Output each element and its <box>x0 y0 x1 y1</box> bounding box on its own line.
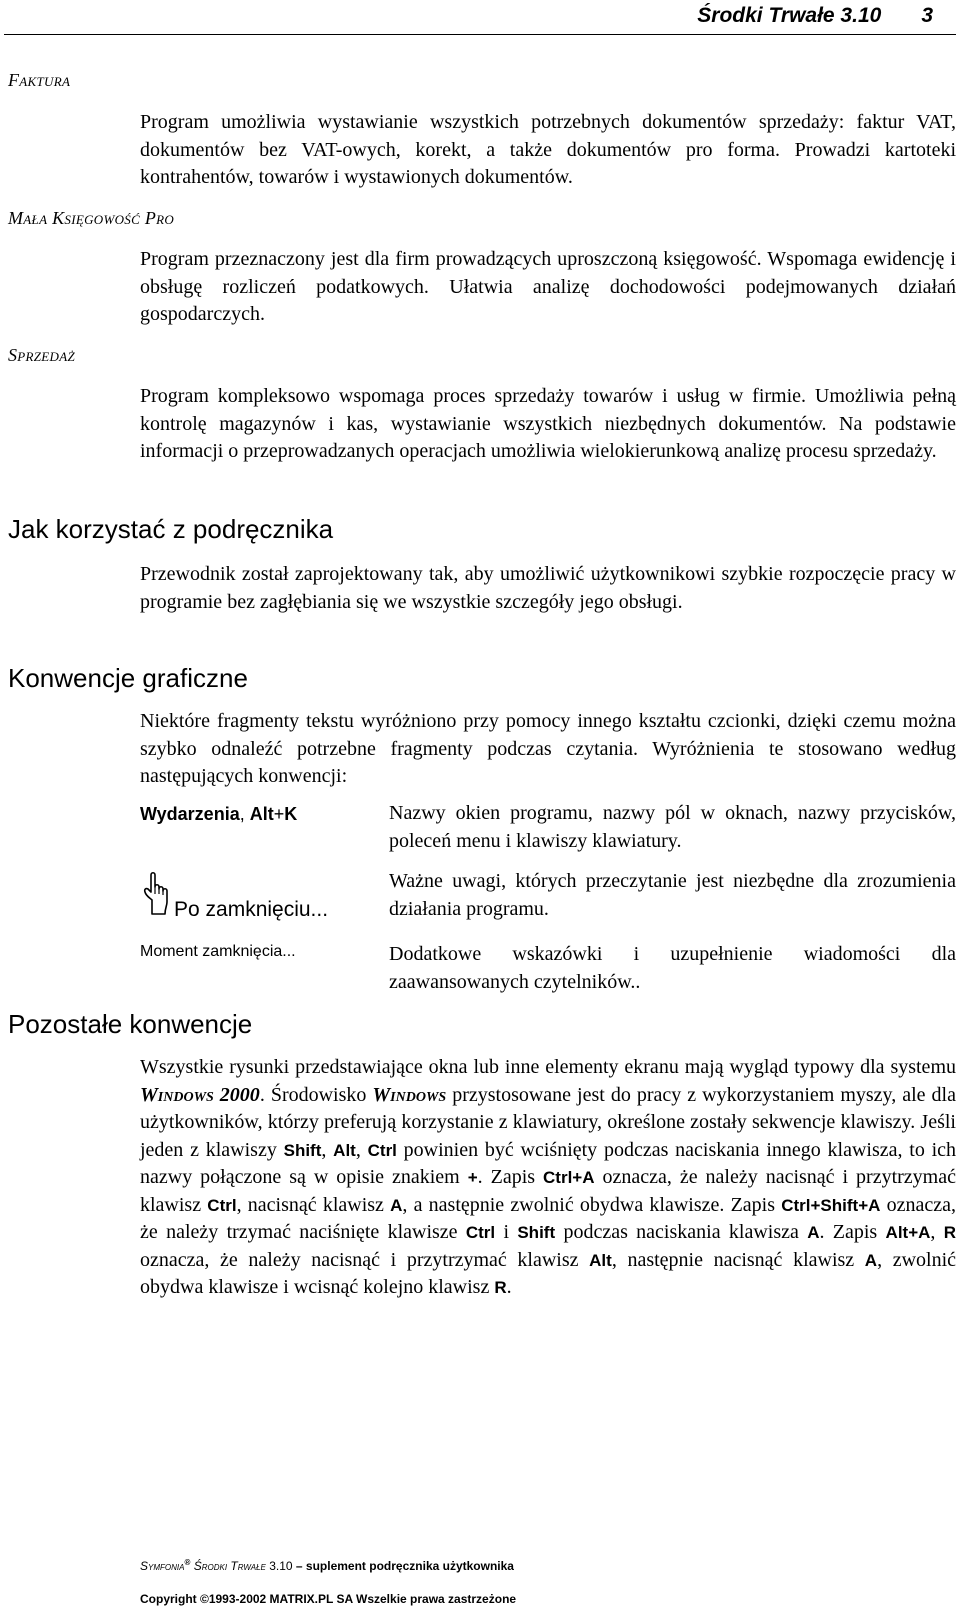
header-rule <box>4 34 956 35</box>
heading-pozostale-konwencje: Pozostałe konwencje <box>8 1009 253 1039</box>
section-text-sprzedaz: Program kompleksowo wspomaga proces sprzedaży towarów i usług w firmie. Umożliwia pełną kontrolę magazynów i kas, wystawianie wszystkich niezbędnych dokumentów. Na podstawie informacji o przeprowadzanych operacjach umożliwia wielokierunkową analizę procesu sprzedaży. <box>140 385 956 462</box>
page-number: 3 <box>921 4 933 27</box>
text-jak-korzystac: Przewodnik został zaprojektowany tak, aby umożliwić użytkownikowi szybkie rozpoczęcie pracy w programie bez zagłębiania się we wszystkie szczegóły jego obsługi. <box>140 563 956 613</box>
text-pozostale-konwencje: Wszystkie rysunki przedstawiające okna lub inne elementy ekranu mają wygląd typowy dla systemu Windows 2000. Środowisko Windows przystosowane jest do pracy z wykorzystaniem myszy, ale dla użytkowników, którzy preferują korzystanie z klawiatury, określone zostały sekwencje klawiszy. Jeśli jeden z klawiszy Shift, Alt, Ctrl powinien być wciśnięty podczas naciskania innego klawisza, to ich nazwy połączone są w opisie znakiem +. Zapis Ctrl+A oznacza, że należy nacisnąć i przytrzymać klawisz Ctrl, nacisnąć klawisz A, a następnie zwolnić obydwa klawisze. Zapis Ctrl+Shift+A oznacza, że należy trzymać naciśnięte klawisze Ctrl i Shift podczas naciskania klawisza A. Zapis Alt+A, R oznacza, że należy nacisnąć i przytrzymać klawisz Alt, następnie nacisnąć klawisz A, zwolnić obydwa klawisze i wcisnąć kolejno klawisz R. <box>140 1056 957 1298</box>
convention-example-important: Po zamknięciu... <box>174 898 329 921</box>
heading-jak-korzystac: Jak korzystać z podręcznika <box>8 514 334 544</box>
convention-example-tip: Moment zamknięcia... <box>140 943 296 960</box>
running-header <box>697 4 933 28</box>
heading-konwencje-graficzne: Konwencje graficzne <box>8 663 248 693</box>
text-konwencje-intro: Niektóre fragmenty tekstu wyróżniono przy pomocy innego kształtu czcionki, dzięki czemu można szybko odnaleźć potrzebne fragmenty podczas czytania. Wyróżnienia te stosowano według następujących konwencji: <box>140 710 956 787</box>
footer-copyright: Copyright ©1993-2002 MATRIX.PL SA Wszelkie prawa zastrzeżone <box>140 1592 517 1606</box>
section-label-faktura: Faktura <box>8 70 71 90</box>
convention-example-bold: Wydarzenia, Alt+K <box>140 804 298 824</box>
section-text-mala-ksiegowosc: Program przeznaczony jest dla firm prowadzących uproszczoną księgowość. Wspomaga ewidencję i obsługę rozliczeń podatkowych. Ułatwia analizę dochodowości podejmowanych działań gospodarczych. <box>140 248 956 325</box>
footer-product-line: Symfonia® Środki Trwałe 3.10 – suplement podręcznika użytkownika <box>140 1558 514 1573</box>
convention-description-1: Nazwy okien programu, nazwy pól w oknach, nazwy przycisków, poleceń menu i klawiszy klawiatury. <box>389 802 956 852</box>
header-title: Środki Trwałe 3.10 <box>697 4 882 27</box>
pointing-hand-icon <box>140 870 174 921</box>
section-label-sprzedaz: Sprzedaż <box>8 345 76 365</box>
section-label-mala-ksiegowosc: Mała Księgowość Pro <box>8 208 175 228</box>
section-text-faktura: Program umożliwia wystawianie wszystkich potrzebnych dokumentów sprzedaży: faktur VAT, dokumentów bez VAT-owych, korekt, a także dokumentów pro forma. Prowadzi kartoteki kontrahentów, towarów i wystawionych dokumentów. <box>140 111 956 188</box>
convention-description-3: Dodatkowe wskazówki i uzupełnienie wiadomości dla zaawansowanych czytelników.. <box>389 943 956 993</box>
convention-description-2: Ważne uwagi, których przeczytanie jest niezbędne dla zrozumienia działania programu. <box>389 870 956 920</box>
